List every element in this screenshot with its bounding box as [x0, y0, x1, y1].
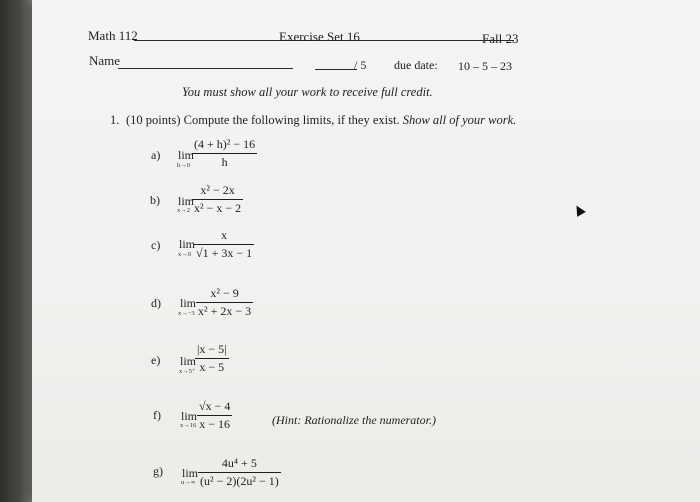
problem-g-label: g) — [153, 464, 163, 478]
problem-f-approach: x→16 — [180, 422, 197, 429]
problem-c-numerator: x — [221, 228, 228, 242]
fraction-bar — [192, 153, 257, 154]
instruction-text: You must show all your work to receive full credit. — [182, 85, 433, 99]
problem-c-lim: lim — [179, 237, 196, 251]
fraction-bar — [197, 415, 232, 416]
term-label: Fall 23 — [482, 31, 519, 46]
question-text — [126, 113, 516, 128]
problem-d-label: d) — [151, 296, 161, 310]
problem-g-numerator: 4u⁴ + 5 — [221, 456, 257, 470]
problem-d-lim: lim — [180, 296, 197, 310]
problem-b-label: b) — [150, 193, 160, 207]
problem-b-numerator: x² − 2x — [200, 183, 235, 197]
problem-e-denominator: x − 5 — [199, 360, 225, 374]
problem-f-denominator: x − 16 — [199, 417, 231, 431]
problem-d-fraction — [196, 286, 253, 319]
problem-a-numerator: (4 + h)² − 16 — [194, 137, 256, 151]
problem-g-denominator: (u² − 2)(2u² − 1) — [200, 474, 279, 488]
problem-d-approach: x→−3 — [178, 310, 195, 317]
problem-c-fraction — [194, 228, 254, 261]
problem-e-lim: lim — [180, 354, 197, 368]
problem-d-denominator: x² + 2x − 3 — [198, 304, 252, 318]
problem-b-fraction — [192, 183, 243, 216]
fraction-bar — [196, 302, 253, 303]
problem-f-fraction — [197, 399, 232, 432]
problem-f-label: f) — [153, 408, 161, 422]
problem-b-lim: lim — [178, 194, 195, 208]
problem-f-numerator: √x − 4 — [199, 399, 231, 413]
fraction-bar — [195, 358, 229, 359]
problem-f-hint — [272, 413, 436, 428]
problem-e-label: e) — [151, 353, 161, 367]
question-text-italic: Show all of your work. — [402, 113, 517, 127]
problem-a-approach: h→0 — [177, 162, 190, 169]
problem-g-fraction — [198, 456, 281, 489]
problem-b-approach: x→2 — [177, 207, 190, 214]
fraction-bar — [198, 472, 281, 473]
problem-a-label: a) — [151, 148, 161, 162]
problem-e-fraction — [195, 342, 229, 375]
problem-d-numerator: x² − 9 — [210, 286, 239, 300]
fraction-bar — [194, 244, 254, 245]
hint-text: (Hint: Rationalize the numerator.) — [272, 413, 436, 427]
fraction-bar — [192, 199, 243, 200]
problem-c-approach: x→0 — [178, 251, 191, 258]
exercise-title: Exercise Set 16 — [279, 29, 360, 44]
course-label: Math 112 — [88, 28, 138, 43]
problem-g-approach: u→∞ — [181, 479, 196, 486]
problem-a-denominator: h — [221, 155, 228, 169]
question-text-plain: (10 points) Compute the following limits, if they exist. — [126, 113, 400, 127]
problem-g-lim: lim — [182, 466, 199, 480]
problem-e-approach: x→5⁺ — [179, 368, 196, 375]
name-label: Name — [89, 53, 121, 68]
name-blank[interactable] — [118, 68, 293, 69]
due-date-label: due date: — [394, 58, 438, 72]
problem-a-lim: lim — [178, 148, 195, 162]
question-number: 1. — [110, 113, 120, 127]
problem-c-label: c) — [151, 238, 161, 252]
due-date-value: 10 – 5 – 23 — [458, 59, 512, 73]
problem-e-numerator: |x − 5| — [197, 342, 227, 356]
worksheet-page — [32, 0, 700, 502]
problem-a-fraction — [192, 137, 257, 170]
score-out-of: / 5 — [354, 58, 367, 72]
problem-c-denominator: √1 + 3x − 1 — [196, 246, 253, 260]
problem-f-lim: lim — [181, 409, 198, 423]
problem-b-denominator: x² − x − 2 — [194, 201, 242, 215]
score-blank[interactable] — [315, 69, 357, 70]
